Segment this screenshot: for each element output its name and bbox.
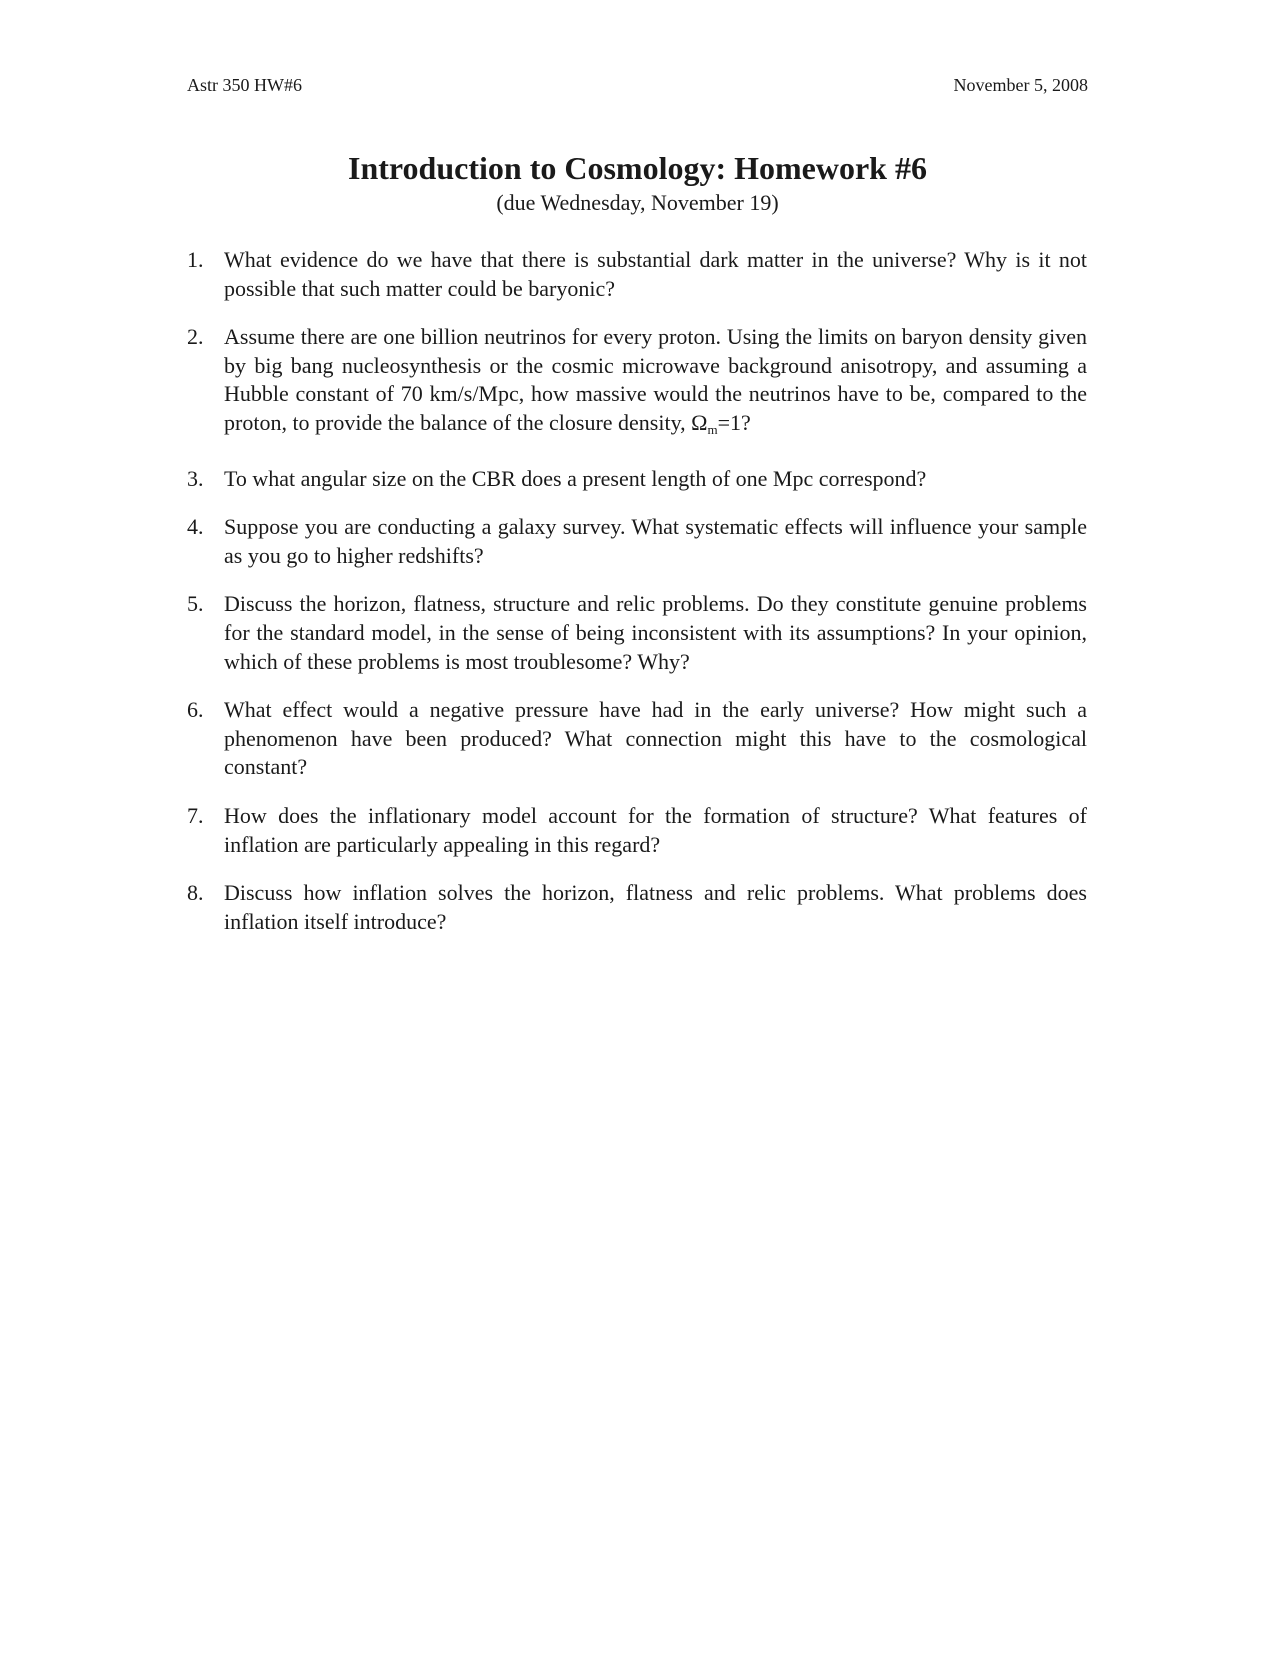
course-header: Astr 350 HW#6 [187, 75, 302, 95]
question-text: What effect would a negative pressure have had in the early universe? How might such a phenomenon have been produced? What connection might this have to the cosmological constant? [224, 697, 1087, 780]
document-title: Introduction to Cosmology: Homework #6 [348, 150, 927, 186]
question-number: 7. [187, 802, 204, 828]
question-text: Discuss how inflation solves the horizon, flatness and relic problems. What problems does inflation itself introduce? [224, 880, 1087, 934]
question-item [187, 696, 1087, 782]
question-number: 6. [187, 697, 204, 723]
date-header: November 5, 2008 [953, 75, 1088, 95]
question-number: 1. [187, 247, 204, 272]
question-item [187, 323, 1087, 444]
question-item [187, 513, 1087, 570]
question-number: 4. [187, 514, 204, 540]
question-text: How does the inflationary model account for the formation of structure? What features of inflation are particularly appealing in this regard? [224, 802, 1087, 857]
question-text: Suppose you are conducting a galaxy survey. What systematic effects will influence your sample as you go to higher redshifts? [224, 514, 1087, 568]
title-block [187, 148, 1088, 218]
question-item [187, 879, 1087, 936]
question-text-body: Assume there are one billion neutrinos for every proton. Using the limits on baryon density given by big bang nucleosynthesis or the cosmic microwave background anisotropy, and assuming a Hubble constant of 70 km/s/Mpc, how massive would the neutrinos have to be, compared to the proton, to provide the balance of the closure density, [224, 324, 1087, 435]
question-number: 5. [187, 591, 204, 617]
question-text: To what angular size on the CBR does a present length of one Mpc correspond? [224, 465, 927, 491]
question-item [187, 802, 1087, 859]
due-date-subtitle: (due Wednesday, November 19) [496, 190, 779, 215]
omega-subscript: m [707, 421, 718, 437]
omega-symbol: Ω [691, 409, 708, 435]
question-item [187, 246, 1087, 303]
question-item [187, 465, 1087, 494]
question-item [187, 590, 1087, 676]
question-text: What evidence do we have that there is substantial dark matter in the universe? Why is it not possible that such matter could be baryonic? [224, 247, 1087, 301]
question-text-tail: =1? [717, 409, 751, 435]
question-text [224, 323, 1087, 444]
question-number: 3. [187, 465, 204, 491]
question-text: Discuss the horizon, flatness, structure and relic problems. Do they constitute genuine problems for the standard model, in the sense of being inconsistent with its assumptions? In your opinion, which of these problems is most troublesome? Why? [224, 591, 1087, 674]
question-number: 8. [187, 880, 204, 906]
question-number: 2. [187, 324, 204, 350]
question-list [187, 246, 1087, 956]
